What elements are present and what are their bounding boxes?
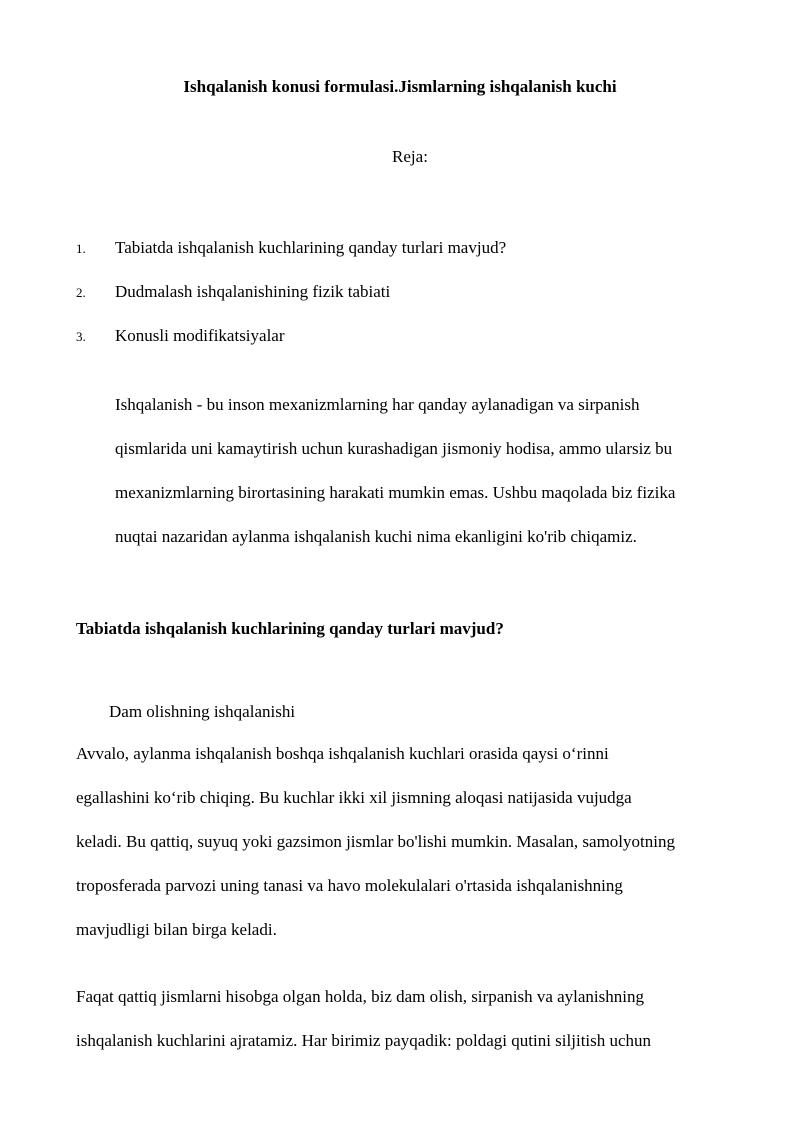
text-line: Faqat qattiq jismlarni hisobga olgan holda, biz dam olish, sirpanish va aylanishning bbox=[76, 987, 644, 1006]
plan-item-number: 3. bbox=[76, 329, 86, 344]
body-paragraph bbox=[76, 985, 651, 1073]
text-line: mavjudligi bilan birga keladi. bbox=[76, 920, 277, 939]
plan-item-number: 1. bbox=[76, 241, 86, 256]
subheading: Dam olishning ishqalanishi bbox=[109, 702, 296, 721]
text-line: mexanizmlarning birortasining harakati mumkin emas. Ushbu maqolada biz fizika bbox=[115, 483, 676, 502]
text-line: egallashini ko‘rib chiqing. Bu kuchlar ikki xil jismning aloqasi natijasida vujudga bbox=[76, 788, 632, 807]
text-line: qismlarida uni kamaytirish uchun kurashadigan jismoniy hodisa, ammo ularsiz bu bbox=[115, 439, 673, 458]
text-line: nuqtai nazaridan aylanma ishqalanish kuchi nima ekanligini ko'rib chiqamiz. bbox=[115, 527, 637, 546]
text-line: troposferada parvozi uning tanasi va havo molekulalari o'rtasida ishqalanishning bbox=[76, 876, 623, 895]
text-line: Ishqalanish - bu inson mexanizmlarning har qanday aylanadigan va sirpanish bbox=[115, 395, 640, 414]
plan-item-text: Dudmalash ishqalanishining fizik tabiati bbox=[115, 282, 391, 301]
section-heading: Tabiatda ishqalanish kuchlarining qanday turlari mavjud? bbox=[76, 619, 504, 638]
intro-paragraph bbox=[115, 393, 675, 569]
plan-label: Reja: bbox=[392, 147, 428, 166]
text-line: keladi. Bu qattiq, suyuq yoki gazsimon jismlar bo'lishi mumkin. Masalan, samolyotning bbox=[76, 832, 675, 851]
plan-item-text: Tabiatda ishqalanish kuchlarining qanday turlari mavjud? bbox=[115, 238, 507, 257]
plan-item-text: Konusli modifikatsiyalar bbox=[115, 326, 285, 345]
document-title: Ishqalanish konusi formulasi.Jismlarning ishqalanish kuchi bbox=[183, 77, 617, 96]
text-line: Avvalo, aylanma ishqalanish boshqa ishqalanish kuchlari orasida qaysi o‘rinni bbox=[76, 744, 609, 763]
plan-item-number: 2. bbox=[76, 285, 86, 300]
text-line: ishqalanish kuchlarini ajratamiz. Har birimiz payqadik: poldagi qutini siljitish uchun bbox=[76, 1031, 652, 1050]
body-paragraph bbox=[76, 742, 675, 962]
